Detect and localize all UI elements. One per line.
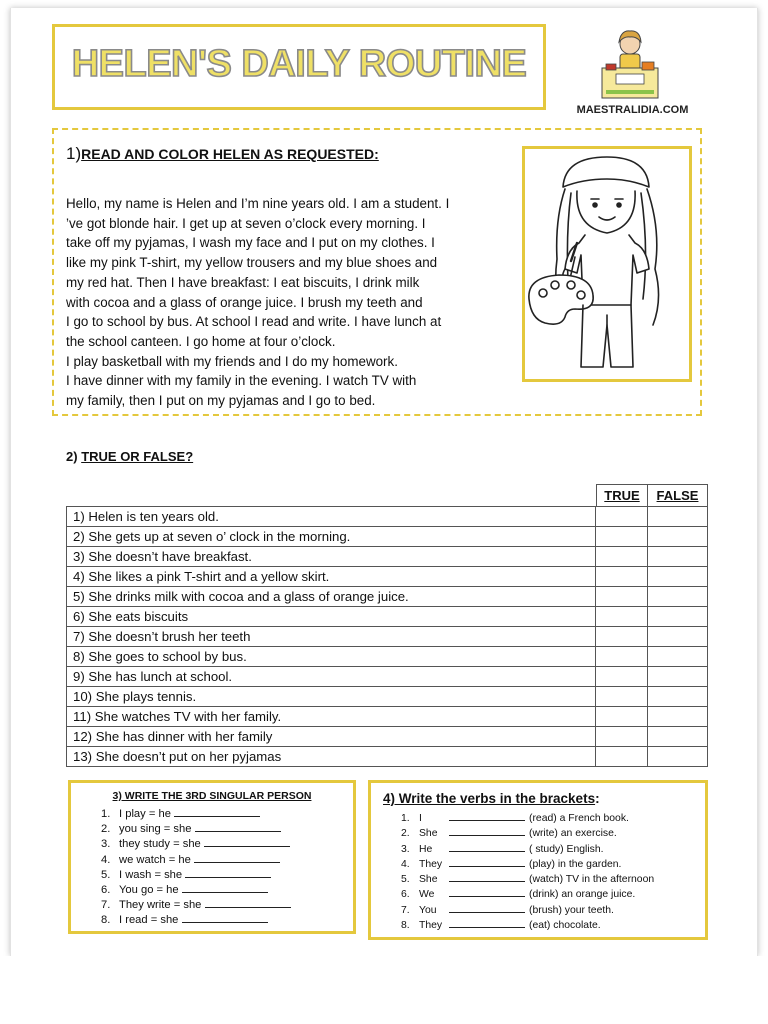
title-box <box>52 24 546 110</box>
false-answer-box[interactable] <box>648 547 708 567</box>
true-column-header: TRUE <box>596 484 648 506</box>
false-answer-box[interactable] <box>648 587 708 607</box>
reading-line: take off my pyjamas, I wash my face and I put on my clothes. I <box>66 235 435 251</box>
false-answer-box[interactable] <box>648 687 708 707</box>
true-answer-box[interactable] <box>596 547 648 567</box>
answer-blank[interactable] <box>204 837 290 847</box>
table-row <box>67 687 708 707</box>
table-row <box>67 547 708 567</box>
answer-blank[interactable] <box>449 842 525 852</box>
statement-cell: 12) She has dinner with her family <box>67 727 596 747</box>
item-number: 3. <box>401 843 410 855</box>
statement-cell: 3) She doesn’t have breakfast. <box>67 547 596 567</box>
answer-blank[interactable] <box>194 853 280 863</box>
list-item <box>401 887 654 902</box>
false-answer-box[interactable] <box>648 627 708 647</box>
false-answer-box[interactable] <box>648 727 708 747</box>
list-item <box>101 883 291 898</box>
false-answer-box[interactable] <box>648 647 708 667</box>
item-number: 7. <box>401 904 410 916</box>
answer-blank[interactable] <box>449 887 525 897</box>
list-item <box>401 811 654 826</box>
false-answer-box[interactable] <box>648 747 708 767</box>
section-number: 1) <box>66 144 82 163</box>
answer-blank[interactable] <box>182 883 268 893</box>
list-item <box>101 913 291 928</box>
false-answer-box[interactable] <box>648 607 708 627</box>
false-answer-box[interactable] <box>648 527 708 547</box>
table-row <box>67 587 708 607</box>
table-row <box>67 747 708 767</box>
item-text: (play) in the garden. <box>529 858 622 870</box>
page-title: HELEN'S DAILY ROUTINE <box>71 43 527 85</box>
statement-cell: 13) She doesn’t put on her pyjamas <box>67 747 596 767</box>
item-subject: She <box>419 828 438 840</box>
item-text: You go = he <box>119 883 179 896</box>
answer-blank[interactable] <box>449 903 525 913</box>
list-item <box>401 918 654 933</box>
true-answer-box[interactable] <box>596 567 648 587</box>
reading-line: with cocoa and a glass of orange juice. I brush my teeth and <box>66 294 423 310</box>
reading-section-heading <box>66 144 379 164</box>
item-text: I wash = she <box>119 868 183 881</box>
logo-caption: MAESTRALIDIA.COM <box>576 104 689 116</box>
coloring-picture-box <box>522 146 692 382</box>
item-number: 4. <box>401 858 410 870</box>
item-number: 1. <box>401 813 410 824</box>
item-number: 8. <box>401 920 410 932</box>
list-item <box>401 857 654 872</box>
item-number: 2. <box>101 823 111 836</box>
item-number: 5. <box>401 874 410 886</box>
false-answer-box[interactable] <box>648 567 708 587</box>
list-item <box>401 872 654 887</box>
statement-cell: 2) She gets up at seven o’ clock in the morning. <box>67 527 596 547</box>
statement-cell: 1) Helen is ten years old. <box>67 507 596 527</box>
item-number: 7. <box>101 899 111 912</box>
answer-blank[interactable] <box>185 868 271 878</box>
reading-line: my red hat. Then I have breakfast: I eat biscuits, I drink milk <box>66 274 420 290</box>
item-number: 6. <box>401 889 410 901</box>
false-answer-box[interactable] <box>648 667 708 687</box>
list-item <box>401 903 654 918</box>
statement-cell: 5) She drinks milk with cocoa and a glass of orange juice. <box>67 587 596 607</box>
table-row <box>67 607 708 627</box>
reading-line: I play basketball with my friends and I do my homework. <box>66 353 398 369</box>
reading-line: Hello, my name is Helen and I’m nine years old. I am a student. I <box>66 196 450 211</box>
item-text: they study = she <box>119 838 201 851</box>
true-answer-box[interactable] <box>596 527 648 547</box>
reading-line: I have dinner with my family in the evening. I watch TV with <box>66 373 417 389</box>
true-false-table <box>66 506 708 767</box>
answer-blank[interactable] <box>449 811 525 821</box>
answer-blank[interactable] <box>449 918 525 928</box>
item-subject: She <box>419 874 438 886</box>
true-false-column-headers <box>596 484 708 506</box>
table-row <box>67 527 708 547</box>
false-answer-box[interactable] <box>648 507 708 527</box>
item-number: 5. <box>101 868 111 881</box>
reading-text <box>66 194 516 411</box>
third-person-section-box <box>68 780 356 934</box>
list-item <box>401 842 654 857</box>
item-number: 6. <box>101 883 111 896</box>
section-number: 2) <box>66 449 78 464</box>
reading-line: my family, then I put on my pyjamas and I go to bed. <box>66 393 376 409</box>
item-subject: You <box>419 904 437 916</box>
section-heading-text: TRUE OR FALSE? <box>81 449 194 464</box>
section-heading-text: READ AND COLOR HELEN AS REQUESTED: <box>81 146 379 162</box>
item-subject: They <box>419 858 443 870</box>
table-row <box>67 647 708 667</box>
true-answer-box[interactable] <box>596 627 648 647</box>
true-answer-box[interactable] <box>596 687 648 707</box>
true-answer-box[interactable] <box>596 727 648 747</box>
item-subject: They <box>419 920 443 932</box>
statement-cell: 6) She eats biscuits <box>67 607 596 627</box>
statement-cell: 11) She watches TV with her family. <box>67 707 596 727</box>
list-item <box>101 868 291 883</box>
girl-with-palette-icon <box>525 149 689 379</box>
answer-blank[interactable] <box>205 898 291 908</box>
table-row <box>67 667 708 687</box>
true-answer-box[interactable] <box>596 587 648 607</box>
false-answer-box[interactable] <box>648 707 708 727</box>
reading-line: like my pink T-shirt, my yellow trousers and my blue shoes and <box>66 255 438 271</box>
answer-blank[interactable] <box>449 857 525 867</box>
true-answer-box[interactable] <box>596 747 648 767</box>
table-row <box>67 627 708 647</box>
list-item <box>101 837 291 852</box>
page-margin <box>0 956 768 1024</box>
table-row <box>67 707 708 727</box>
true-answer-box[interactable] <box>596 607 648 627</box>
item-number: 8. <box>101 914 111 927</box>
true-answer-box[interactable] <box>596 507 648 527</box>
item-text: ( study) English. <box>529 843 604 855</box>
item-number: 2. <box>401 828 410 840</box>
table-row <box>67 727 708 747</box>
verbs-title-colon: : <box>595 791 600 806</box>
answer-blank[interactable] <box>195 822 281 832</box>
item-text: (read) a French book. <box>529 813 629 824</box>
table-row <box>67 567 708 587</box>
reading-line: I go to school by bus. At school I read and write. I have lunch at <box>66 314 442 330</box>
true-false-heading <box>66 449 193 464</box>
item-subject: I <box>419 813 422 824</box>
reading-line: the school canteen. I go home at four o’clock. <box>66 333 336 349</box>
list-item <box>101 807 291 822</box>
item-text: I read = she <box>119 914 179 927</box>
item-text: (eat) chocolate. <box>529 920 601 932</box>
item-number: 1. <box>101 808 111 820</box>
true-answer-box[interactable] <box>596 667 648 687</box>
statement-cell: 4) She likes a pink T-shirt and a yellow skirt. <box>67 567 596 587</box>
reading-line: ’ve got blonde hair. I get up at seven o’clock every morning. I <box>66 215 426 231</box>
verbs-section-title <box>383 791 600 806</box>
list-item <box>101 898 291 913</box>
table-row <box>67 507 708 527</box>
item-text: you sing = she <box>119 823 192 836</box>
true-answer-box[interactable] <box>596 707 648 727</box>
teacher-at-desk-icon <box>596 28 664 108</box>
statement-cell: 10) She plays tennis. <box>67 687 596 707</box>
item-text: (drink) an orange juice. <box>529 889 636 901</box>
item-text: (brush) your teeth. <box>529 904 614 916</box>
verbs-list <box>401 811 654 933</box>
verbs-section-box <box>368 780 708 940</box>
item-text: we watch = he <box>119 853 191 866</box>
false-column-header: FALSE <box>648 484 708 506</box>
third-person-section-title: 3) WRITE THE 3RD SINGULAR PERSON <box>112 790 312 802</box>
item-number: 3. <box>101 838 111 851</box>
item-subject: We <box>419 889 435 901</box>
item-text: (watch) TV in the afternoon <box>529 874 655 886</box>
item-text: (write) an exercise. <box>529 828 617 840</box>
statement-cell: 9) She has lunch at school. <box>67 667 596 687</box>
list-item <box>401 826 654 841</box>
answer-blank[interactable] <box>449 872 525 882</box>
answer-blank[interactable] <box>174 807 260 817</box>
true-answer-box[interactable] <box>596 647 648 667</box>
list-item <box>101 822 291 837</box>
verbs-title-text: 4) Write the verbs in the brackets <box>383 791 596 806</box>
third-person-list <box>101 807 291 929</box>
statement-cell: 7) She doesn’t brush her teeth <box>67 627 596 647</box>
item-text: They write = she <box>119 899 202 912</box>
item-number: 4. <box>101 853 111 866</box>
answer-blank[interactable] <box>182 913 268 923</box>
list-item <box>101 853 291 868</box>
statement-cell: 8) She goes to school by bus. <box>67 647 596 667</box>
answer-blank[interactable] <box>449 826 525 836</box>
item-subject: He <box>419 843 433 855</box>
item-text: I play = he <box>119 808 171 820</box>
